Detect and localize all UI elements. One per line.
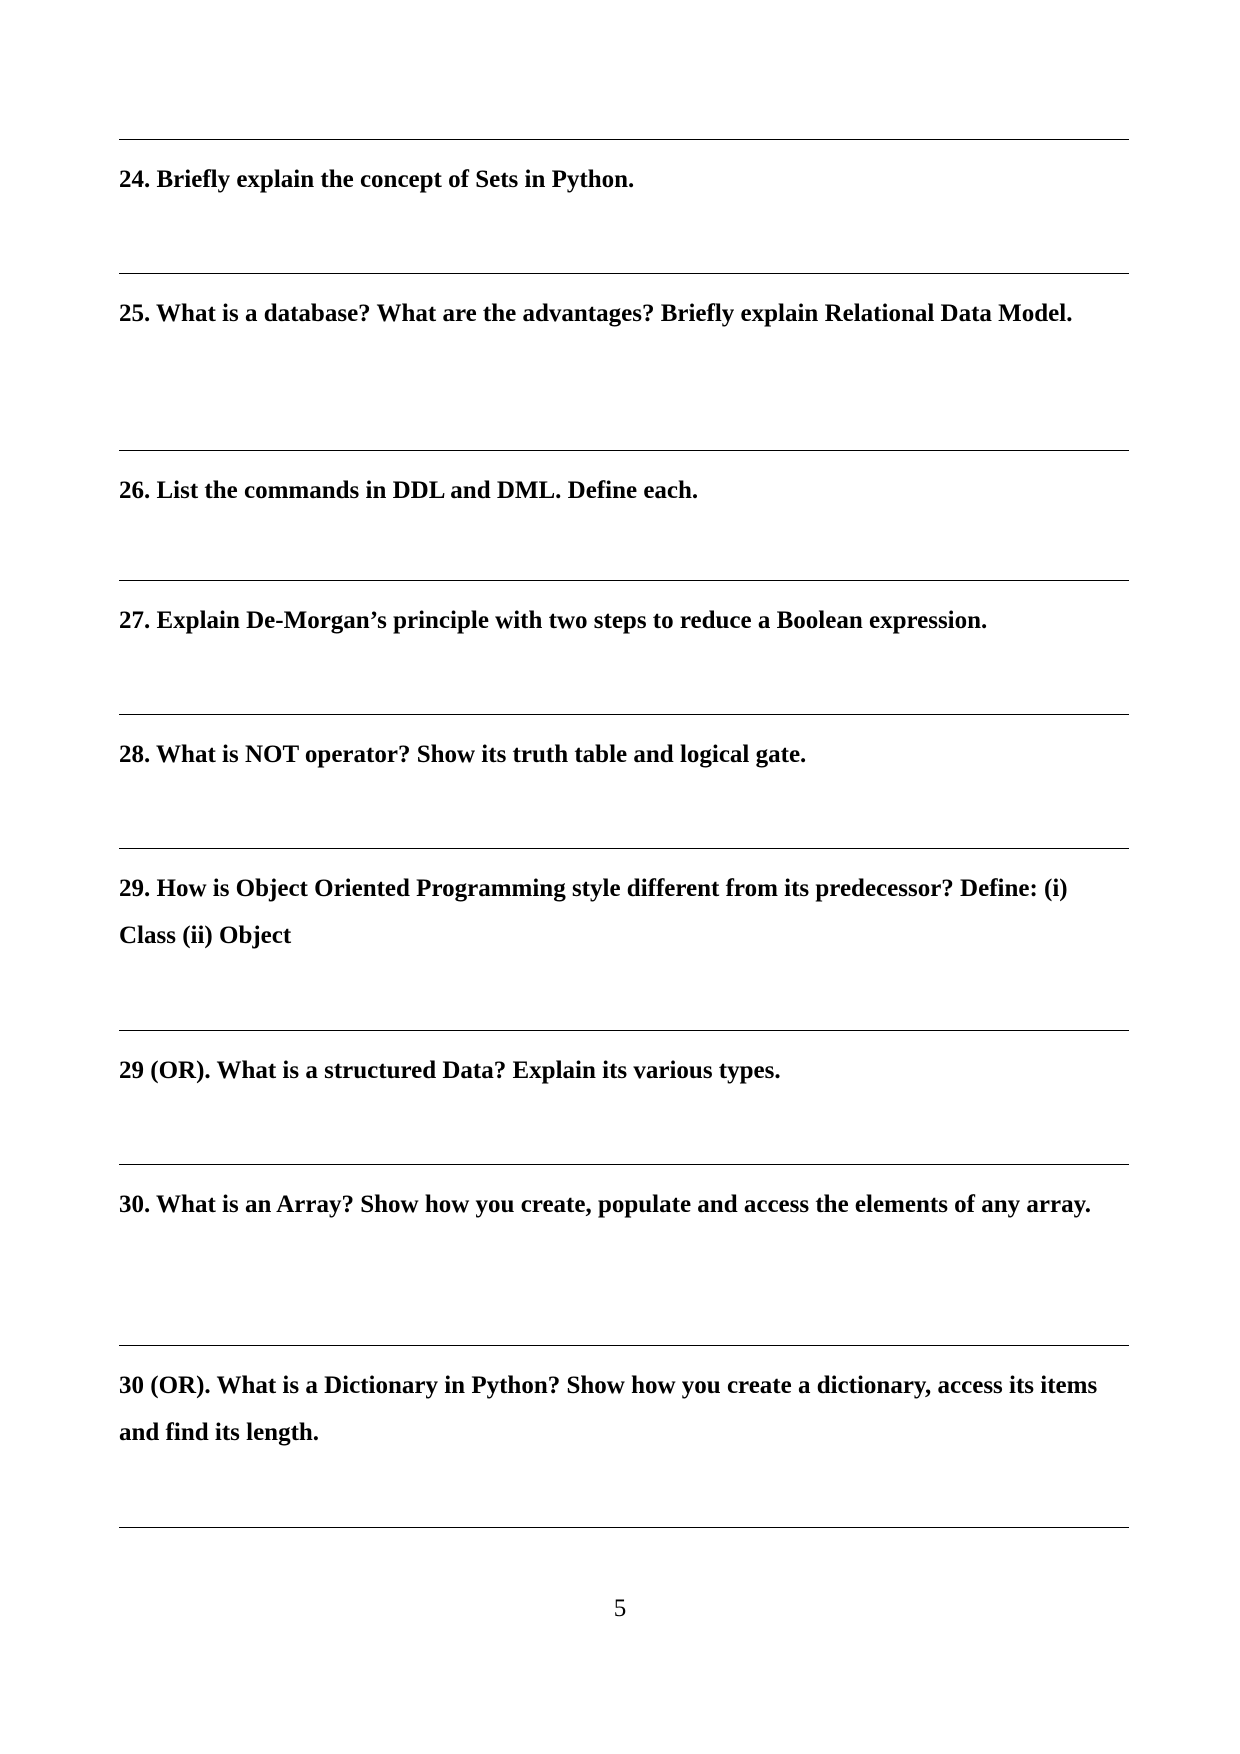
question-30-or: 30 (OR). What is a Dictionary in Python? Show how you create a dictionary, access its items and find its length. [119,1372,1098,1446]
answer-rule [119,273,1129,274]
answer-rule [119,1164,1129,1165]
question-29-or: 29 (OR). What is a structured Data? Explain its various types. [119,1057,781,1084]
question-26: 26. List the commands in DDL and DML. Define each. [119,477,699,504]
question-29: 29. How is Object Oriented Programming style different from its predecessor? Define: (i) Class (ii) Object [119,875,1068,949]
question-27: 27. Explain De-Morgan’s principle with two steps to reduce a Boolean expression. [119,607,988,634]
answer-rule [119,580,1129,581]
question-25: 25. What is a database? What are the advantages? Briefly explain Relational Data Model. [119,300,1073,327]
question-28: 28. What is NOT operator? Show its truth table and logical gate. [119,741,807,768]
page-number: 5 [613,1595,627,1622]
answer-rule [119,139,1129,140]
answer-rule [119,1030,1129,1031]
answer-rule [119,450,1129,451]
question-30: 30. What is an Array? Show how you create, populate and access the elements of any array. [119,1191,1091,1218]
answer-rule [119,1345,1129,1346]
answer-rule [119,1527,1129,1528]
question-24: 24. Briefly explain the concept of Sets in Python. [119,166,635,193]
answer-rule [119,848,1129,849]
answer-rule [119,714,1129,715]
